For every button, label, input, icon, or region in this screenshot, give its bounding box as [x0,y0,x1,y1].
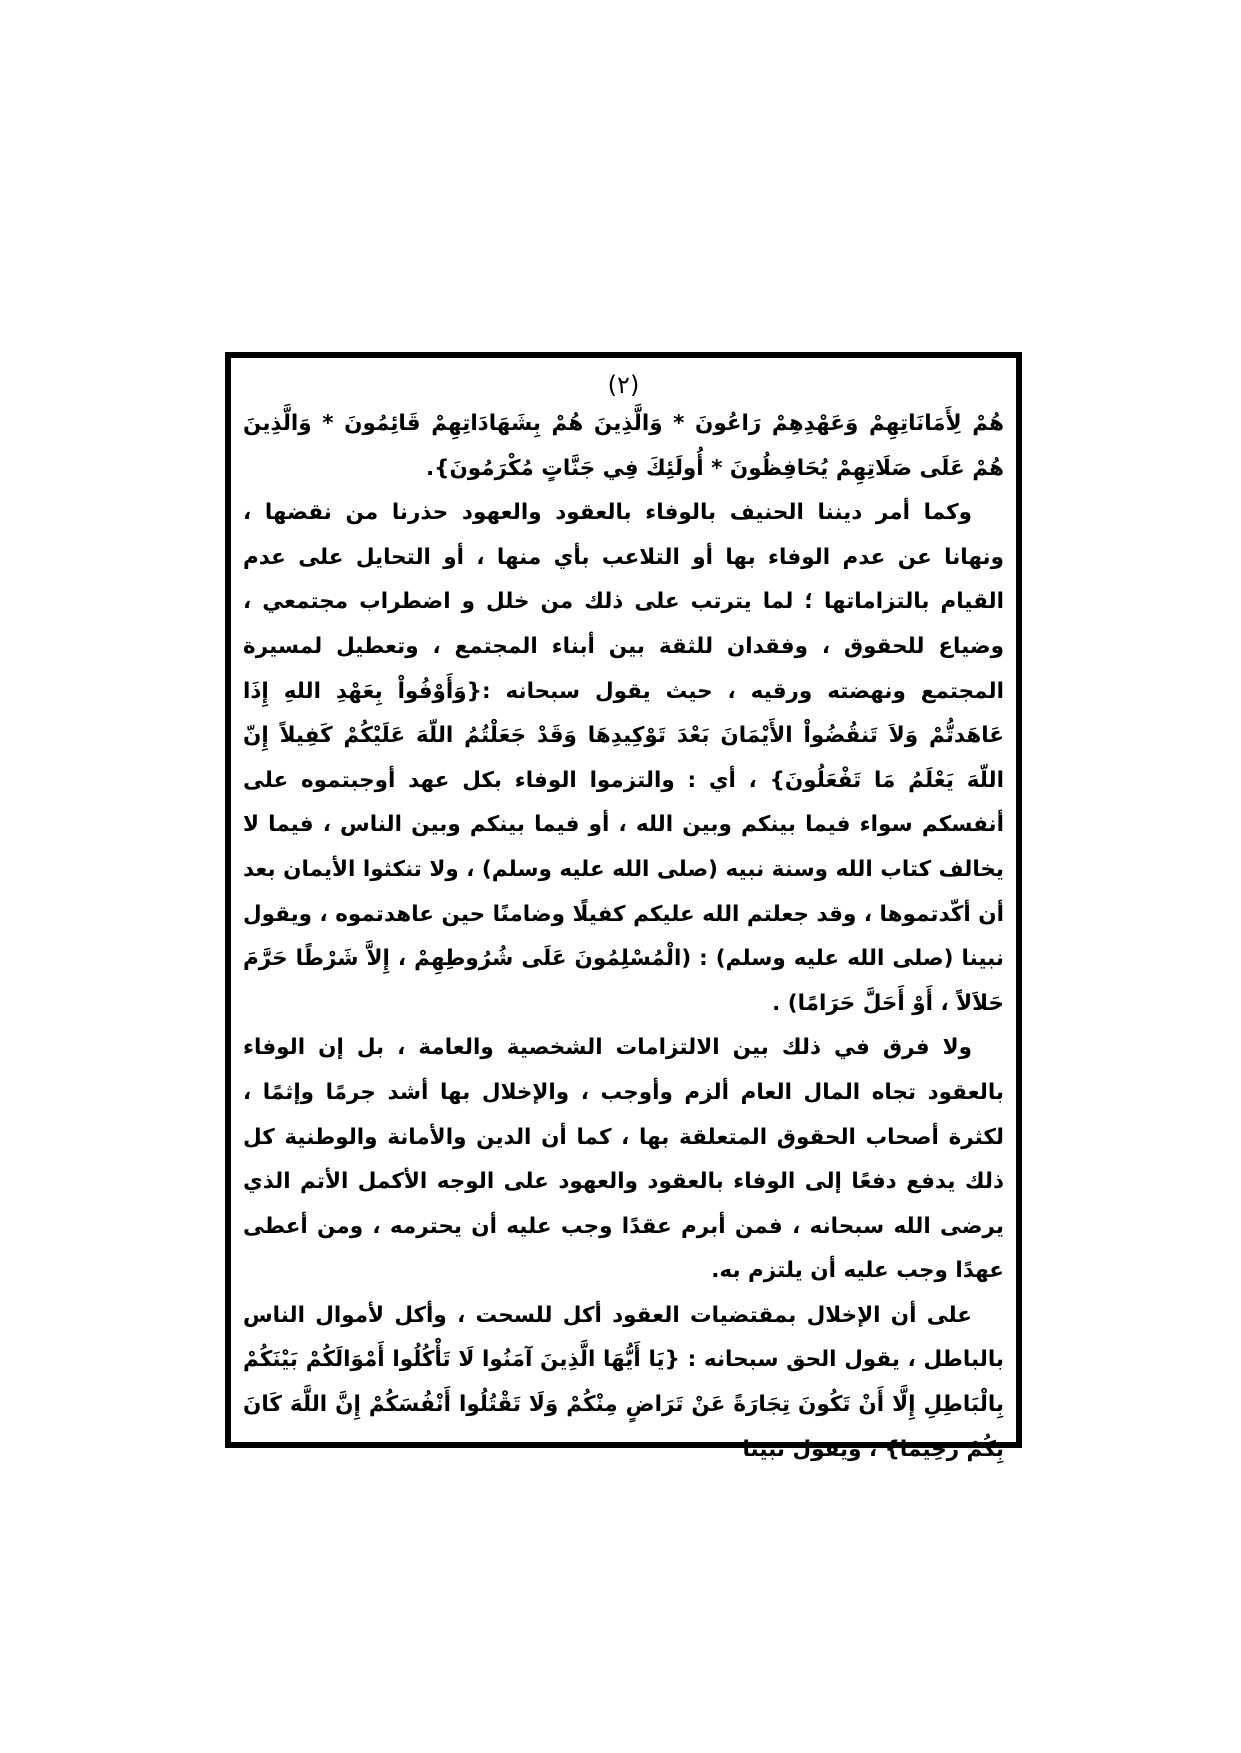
paragraph: ولا فرق في ذلك بين الالتزامات الشخصية والعامة ، بل إن الوفاء بالعقود تجاه المال العام ألزم وأوجب ، والإخلال بها أشد جرمًا وإثمًا ، لكثرة أصحاب الحقوق المتعلقة بها ، كما أن الدين والأمانة والوطنية كل ذلك يدفع دفعًا إلى الوفاء بالعقود والعهود على الوجه الأكمل الأتم الذي يرضى الله سبحانه ، فمن أبرم عقدًا وجب عليه أن يحترمه ، ومن أعطى عهدًا وجب عليه أن يلتزم به. [243,1035,1004,1284]
paragraph: على أن الإخلال بمقتضيات العقود أكل للسحت ، وأكل لأموال الناس بالباطل ، يقول الحق سبحانه : {يَا أَيُّهَا الَّذِينَ آمَنُوا لَا تَأْكُلُوا أَمْوَالَكُمْ بَيْنَكُمْ بِالْبَاطِلِ إِلَّا أَنْ تَكُونَ تِجَارَةً عَنْ تَرَاضٍ مِنْكُمْ وَلَا تَقْتُلُوا أَنْفُسَكُمْ إِنَّ اللَّهَ كَانَ بِكُمْ رَحِيمًا} ، ويقول نبينا [243,1302,1004,1462]
paragraph: هُمْ لِأَمَانَاتِهِمْ وَعَهْدِهِمْ رَاعُونَ * وَالَّذِينَ هُمْ بِشَهَادَاتِهِمْ قَائِمُونَ * وَالَّذِينَ هُمْ عَلَى صَلَاتِهِمْ يُحَافِظُونَ * أُولَئِكَ فِي جَنَّاتٍ مُكْرَمُونَ}. [243,411,1004,481]
page-number: (٢) [607,371,640,399]
page-frame [225,352,1022,1462]
body-text [243,402,1004,1472]
paragraph: وكما أمر ديننا الحنيف بالوفاء بالعقود والعهود حذرنا من نقضها ، ونهانا عن عدم الوفاء بها أو التلاعب بأي منها ، أو التحايل على عدم القيام بالتزاماتها ؛ لما يترتب على ذلك من خلل و اضطراب مجتمعي ، وضياع للحقوق ، وفقدان للثقة بين أبناء المجتمع ، وتعطيل لمسيرة المجتمع ونهضته ورقيه ، حيث يقول سبحانه :{وَأَوْفُواْ بِعَهْدِ اللهِ إِذَا عَاهَدتُّمْ وَلاَ تَنقُضُواْ الأَيْمَانَ بَعْدَ تَوْكِيدِهَا وَقَدْ جَعَلْتُمُ اللّهَ عَلَيْكُمْ كَفِيلاً إِنّ اللّهَ يَعْلَمُ مَا تَفْعَلُونَ} ، أي : والتزموا الوفاء بكل عهد أوجبتموه على أنفسكم سواء فيما بينكم وبين الله ، أو فيما بينكم وبين الناس ، فيما لا يخالف كتاب الله وسنة نبيه (صلى الله عليه وسلم) ، ولا تنكثوا الأيمان بعد أن أكّدتموها ، وقد جعلتم الله عليكم كفيلًا وضامنًا حين عاهدتموه ، ويقول نبينا (صلى الله عليه وسلم) : (الْمُسْلِمُونَ عَلَى شُرُوطِهِمْ ، إِلاَّ شَرْطًا حَرَّمَ حَلاَلاً ، أَوْ أَحَلَّ حَرَامًا) . [243,500,1004,1016]
